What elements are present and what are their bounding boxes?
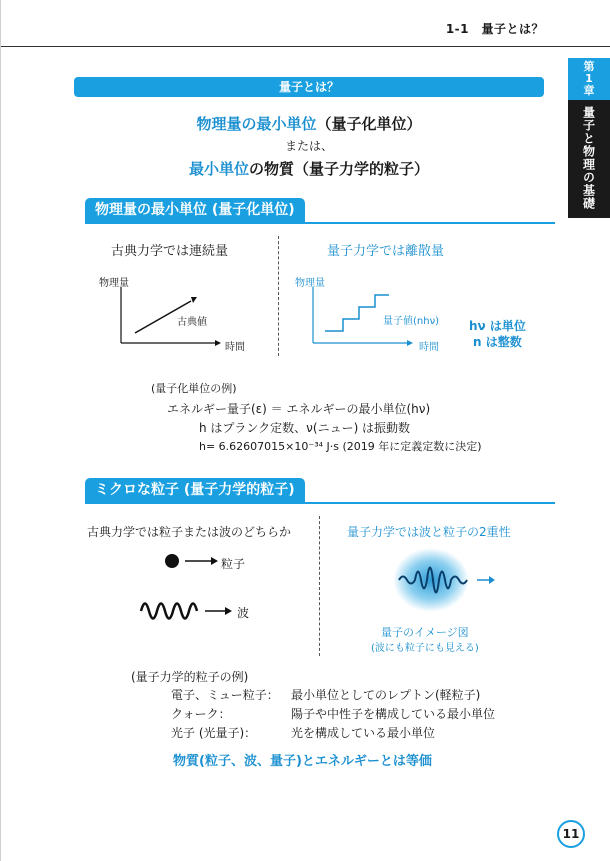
- section1-example-line-1: エネルギー量子(ε) ＝ エネルギーの最小単位(hν): [167, 402, 431, 416]
- particle-label: 粒子: [221, 557, 246, 571]
- right-graph-step-label: 量子値(nhν): [383, 316, 440, 327]
- section1-example-line-2: h はプランク定数、ν(ニュー) は振動数: [199, 421, 411, 435]
- example-name-1: 電子、ミュー粒子：: [171, 688, 279, 702]
- section2-conclusion: 物質(粒子、波、量子)とエネルギーとは等価: [173, 754, 432, 769]
- chapter-number-box: [568, 58, 610, 100]
- right-graph-y-label: 物理量: [295, 278, 325, 289]
- section1-divider: [278, 236, 279, 356]
- chapter-suffix: 章: [583, 84, 595, 98]
- left-graph-line-label: 古典値: [177, 317, 207, 328]
- section1-rule: [85, 222, 555, 224]
- header-rule: [1, 46, 610, 47]
- example-name-2: クォーク：: [171, 707, 231, 721]
- section1-right-title: 量子力学では離散量: [327, 244, 445, 259]
- section2-rule: [85, 502, 555, 504]
- left-graph-axes: [111, 285, 241, 355]
- section1-heading: 物理量の最小単位 (量子化単位): [85, 198, 305, 222]
- intro-line-1: [74, 113, 544, 134]
- page-number: 11: [557, 820, 585, 848]
- intro-line-2: または、: [284, 139, 333, 153]
- left-graph-y-label: 物理量: [99, 278, 129, 289]
- example-desc-2: 陽子や中性子を構成している最小単位: [291, 707, 496, 721]
- page-title: 量子とは？: [74, 77, 544, 97]
- unit-note-2: n は整数: [473, 335, 522, 349]
- left-graph-x-label: 時間: [225, 342, 245, 353]
- section2-left-title: 古典力学では粒子または波のどちらか: [87, 525, 292, 539]
- intro-line-3: [74, 158, 544, 179]
- right-graph-x-label: 時間: [419, 342, 439, 353]
- wave-icon: [139, 594, 235, 628]
- intro-line-1-highlight: 物理量の最小単位: [196, 115, 317, 133]
- intro-line-3-rest: の物質（量子力学的粒子）: [249, 160, 430, 178]
- section2-right-title: 量子力学では波と粒子の2重性: [347, 525, 511, 539]
- quantum-image-icon: [385, 545, 495, 615]
- quantum-image-caption-1: 量子のイメージ図: [381, 626, 469, 639]
- chapter-tab: [568, 58, 610, 218]
- chapter-prefix: 第: [583, 59, 595, 73]
- example-desc-3: 光を構成している最小単位: [291, 726, 436, 740]
- section1-example-line-3: h= 6.62607015×10⁻³⁴ J·s (2019 年に定義定数に決定): [199, 440, 482, 453]
- wave-label: 波: [237, 606, 250, 620]
- section-label: 1-1 量子とは？: [445, 22, 544, 36]
- quantum-image-caption-2: (波にも粒子にも見える): [371, 643, 479, 654]
- unit-note-1: hν は単位: [469, 319, 526, 333]
- section1-example-title: (量子化単位の例): [151, 382, 237, 395]
- intro-line-3-highlight: 最小単位: [188, 160, 249, 178]
- chapter-number: 1: [585, 71, 593, 85]
- section2-example-title: (量子力学的粒子の例): [131, 670, 249, 684]
- section2-divider: [319, 516, 320, 656]
- example-name-3: 光子 (光量子)：: [171, 726, 257, 740]
- example-desc-1: 最小単位としてのレプトン(軽粒子): [291, 688, 481, 702]
- section2-heading: ミクロな粒子 (量子力学的粒子): [85, 478, 305, 502]
- chapter-title: 量子と物理の基礎: [581, 106, 596, 210]
- intro-line-1-rest: （量子化単位）: [316, 115, 422, 133]
- particle-icon: [163, 552, 223, 572]
- section1-left-title: 古典力学では連続量: [111, 244, 229, 259]
